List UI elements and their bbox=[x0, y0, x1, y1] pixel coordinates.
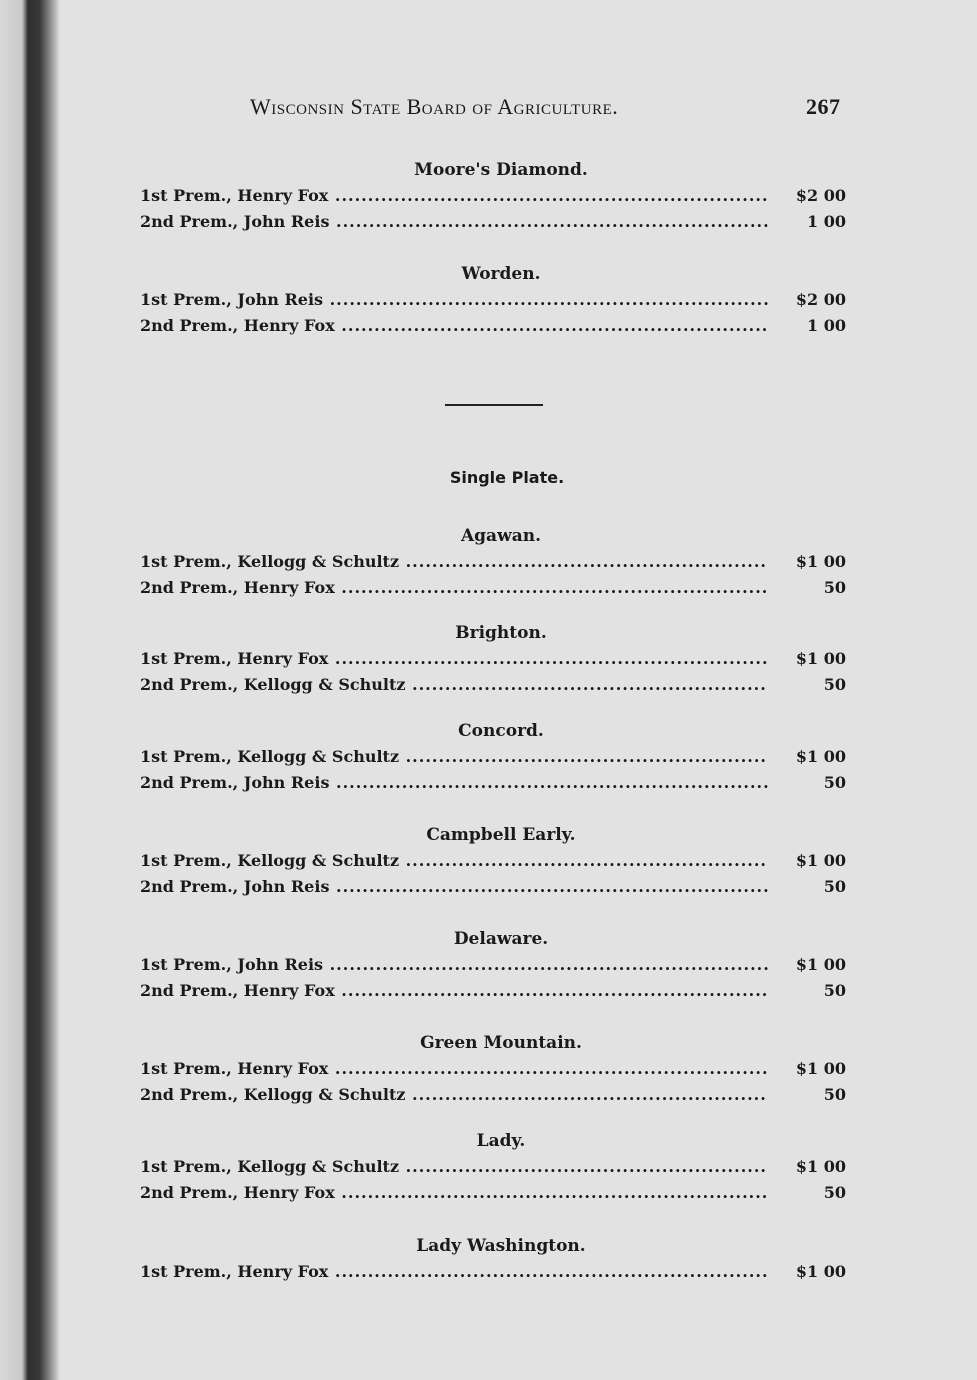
entry-label: 2nd Prem., John Reis ..... bbox=[140, 874, 768, 900]
entry-amount: $1 00 bbox=[795, 649, 846, 668]
entry-label: 2nd Prem., Henry Fox ..... bbox=[140, 1180, 768, 1206]
entry-amount: 50 bbox=[823, 773, 846, 792]
entry-amount: $1 00 bbox=[795, 1262, 846, 1281]
running-title: Wisconsin State Board of Agriculture. bbox=[250, 94, 619, 119]
section-title: Concord. bbox=[458, 721, 544, 741]
entry-amount: 50 bbox=[823, 578, 846, 597]
premium-entry bbox=[140, 952, 850, 978]
entry-label: 1st Prem., Kellogg & Schultz ..... bbox=[140, 848, 768, 874]
entry-label: 1st Prem., Henry Fox ..... bbox=[140, 1259, 768, 1285]
section-title: Green Mountain. bbox=[420, 1033, 582, 1053]
entry-amount: $2 00 bbox=[795, 290, 846, 309]
section-title: Delaware. bbox=[453, 929, 549, 949]
entry-label: 2nd Prem., John Reis ..... bbox=[140, 209, 768, 235]
premium-section bbox=[140, 620, 850, 698]
premium-entry bbox=[140, 1082, 850, 1108]
premium-section bbox=[140, 1233, 850, 1285]
entry-amount: 50 bbox=[823, 1085, 846, 1104]
section-title: Agawan. bbox=[460, 526, 542, 546]
premium-entry bbox=[140, 978, 850, 1004]
entry-label: 1st Prem., Kellogg & Schultz ..... bbox=[140, 1154, 768, 1180]
premium-entry bbox=[140, 1259, 850, 1285]
premium-entry bbox=[140, 672, 850, 698]
entry-amount: $1 00 bbox=[795, 851, 846, 870]
premium-entry bbox=[140, 575, 850, 601]
premium-entry bbox=[140, 287, 850, 313]
page-header bbox=[250, 94, 850, 124]
entry-amount: 1 00 bbox=[807, 212, 846, 231]
entry-label: 2nd Prem., Kellogg & Schultz ..... bbox=[140, 1082, 768, 1108]
entry-amount: 1 00 bbox=[807, 316, 846, 335]
entry-label: 1st Prem., Kellogg & Schultz ..... bbox=[140, 744, 768, 770]
section-title: Brighton. bbox=[455, 623, 547, 643]
entry-amount: 50 bbox=[823, 981, 846, 1000]
entry-label: 1st Prem., John Reis ..... bbox=[140, 952, 768, 978]
single-plate-heading: Single Plate. bbox=[449, 468, 565, 487]
premium-entry bbox=[140, 848, 850, 874]
entry-amount: $1 00 bbox=[795, 1059, 846, 1078]
premium-section bbox=[140, 926, 850, 1004]
premium-entry bbox=[140, 1154, 850, 1180]
premium-entry bbox=[140, 549, 850, 575]
section-title: Lady. bbox=[476, 1131, 526, 1151]
premium-entry bbox=[140, 313, 850, 339]
entry-label: 1st Prem., Henry Fox ..... bbox=[140, 1056, 768, 1082]
premium-section bbox=[140, 157, 850, 235]
premium-section bbox=[140, 1030, 850, 1108]
entry-label: 1st Prem., Henry Fox ..... bbox=[140, 183, 768, 209]
entry-label: 1st Prem., Kellogg & Schultz ..... bbox=[140, 549, 768, 575]
entry-amount: $1 00 bbox=[795, 955, 846, 974]
entry-label: 2nd Prem., Kellogg & Schultz ..... bbox=[140, 672, 768, 698]
section-title: Worden. bbox=[461, 264, 541, 284]
premium-entry bbox=[140, 209, 850, 235]
book-spine-shadow bbox=[0, 0, 60, 1380]
premium-entry bbox=[140, 770, 850, 796]
premium-entry bbox=[140, 1056, 850, 1082]
section-title: Lady Washington. bbox=[416, 1236, 586, 1256]
section-divider bbox=[445, 404, 543, 406]
entry-amount: $1 00 bbox=[795, 552, 846, 571]
entry-amount: 50 bbox=[823, 1183, 846, 1202]
section-title: Campbell Early. bbox=[426, 825, 576, 845]
premium-section bbox=[140, 1128, 850, 1206]
section-title: Moore's Diamond. bbox=[414, 160, 588, 180]
entry-amount: $1 00 bbox=[795, 747, 846, 766]
entry-label: 2nd Prem., Henry Fox ..... bbox=[140, 313, 768, 339]
entry-label: 2nd Prem., Henry Fox ..... bbox=[140, 978, 768, 1004]
premium-entry bbox=[140, 744, 850, 770]
entry-label: 1st Prem., John Reis ..... bbox=[140, 287, 768, 313]
premium-entry bbox=[140, 1180, 850, 1206]
entry-label: 2nd Prem., Henry Fox ..... bbox=[140, 575, 768, 601]
entry-amount: $1 00 bbox=[795, 1157, 846, 1176]
premium-entry bbox=[140, 646, 850, 672]
premium-entry bbox=[140, 183, 850, 209]
entry-amount: 50 bbox=[823, 877, 846, 896]
entry-label: 2nd Prem., John Reis ..... bbox=[140, 770, 768, 796]
entry-amount: 50 bbox=[823, 675, 846, 694]
entry-label: 1st Prem., Henry Fox ..... bbox=[140, 646, 768, 672]
page-number: 267 bbox=[806, 94, 841, 119]
entry-amount: $2 00 bbox=[795, 186, 846, 205]
premium-section bbox=[140, 718, 850, 796]
premium-entry bbox=[140, 874, 850, 900]
premium-section bbox=[140, 822, 850, 900]
premium-section bbox=[140, 261, 850, 339]
premium-section bbox=[140, 523, 850, 601]
